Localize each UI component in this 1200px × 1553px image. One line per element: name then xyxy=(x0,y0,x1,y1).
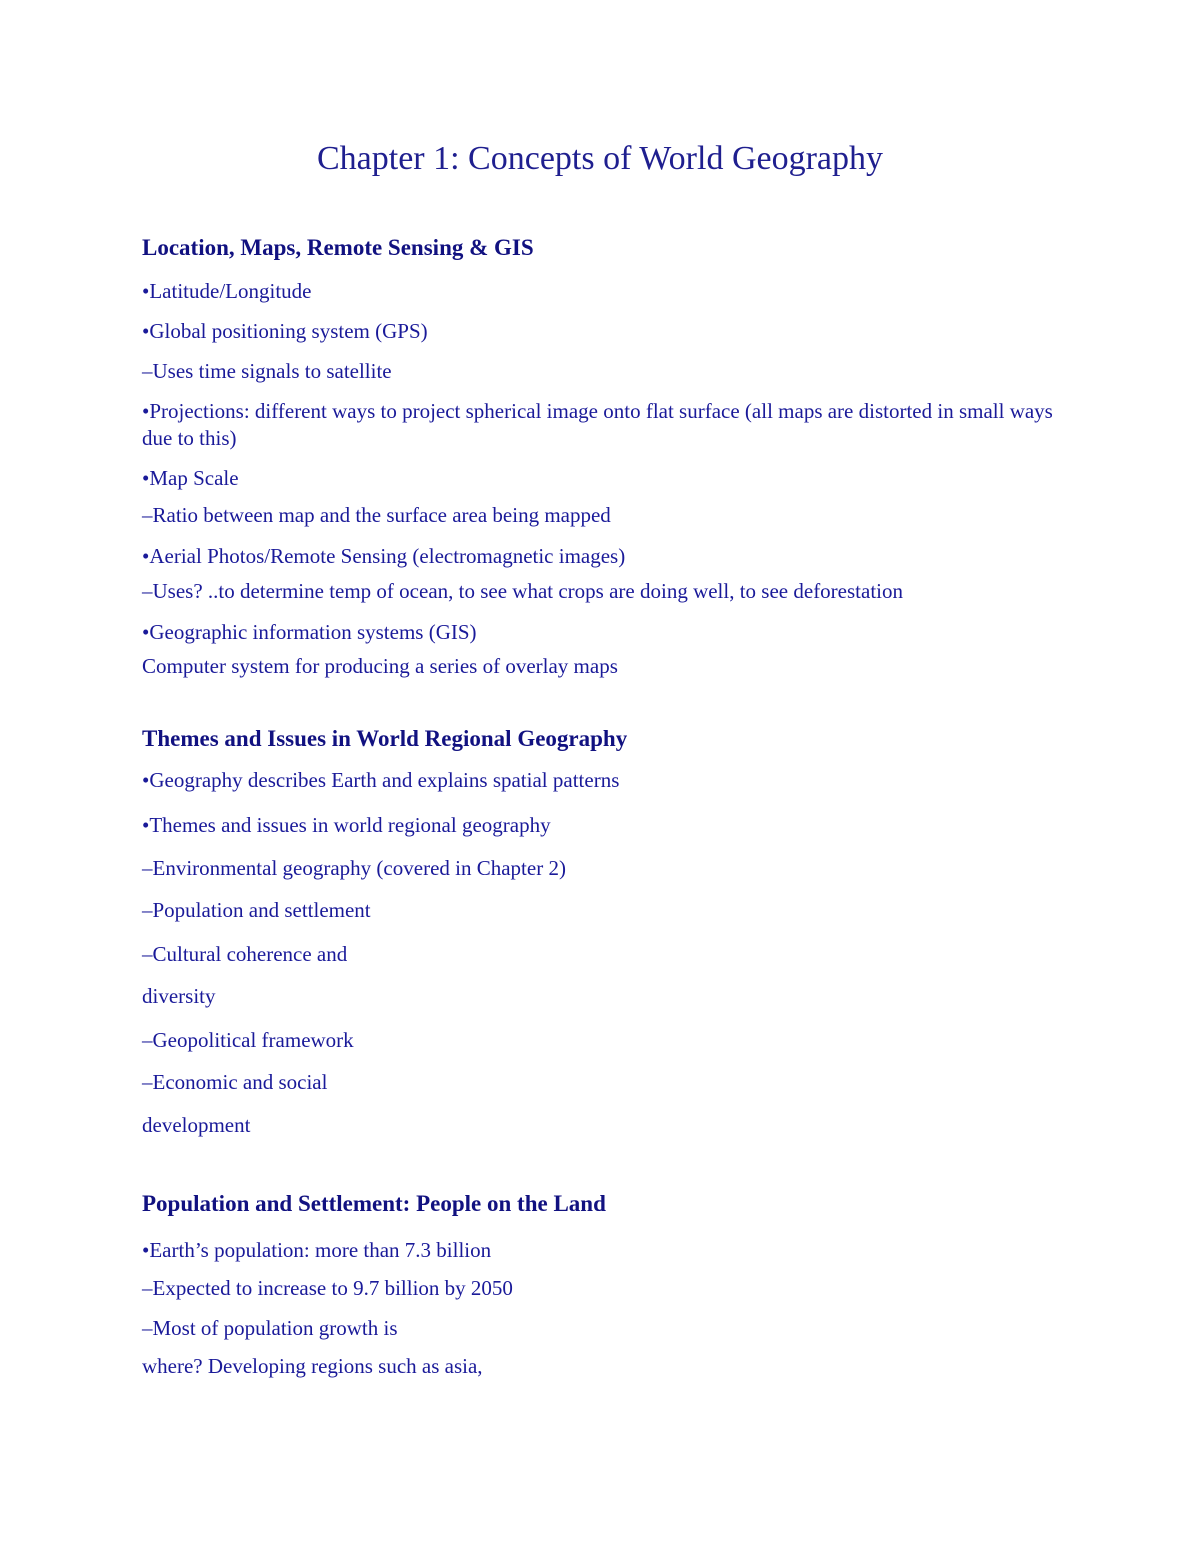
list-item: •Earth’s population: more than 7.3 billion xyxy=(142,1238,492,1262)
list-item: –Geopolitical framework xyxy=(142,1028,354,1052)
list-item: development xyxy=(142,1113,251,1137)
list-item: –Expected to increase to 9.7 billion by 2050 xyxy=(142,1276,513,1300)
list-item: –Cultural coherence and xyxy=(142,942,348,966)
list-item: –Population and settlement xyxy=(142,898,371,922)
list-item: –Uses? ..to determine temp of ocean, to see what crops are doing well, to see deforestation xyxy=(142,579,903,603)
list-item: Computer system for producing a series of overlay maps xyxy=(142,654,618,678)
section-heading-population-settlement: Population and Settlement: People on the Land xyxy=(142,1191,606,1216)
list-item: •Geographic information systems (GIS) xyxy=(142,620,477,644)
list-item: –Environmental geography (covered in Chapter 2) xyxy=(142,856,566,880)
list-item: –Economic and social xyxy=(142,1070,328,1094)
list-item: •Latitude/Longitude xyxy=(142,279,312,303)
page-title: Chapter 1: Concepts of World Geography xyxy=(316,140,883,177)
list-item: •Projections: different ways to project spherical image onto flat surface (all maps are distorted in small ways due to this) xyxy=(142,399,1053,450)
section-heading-themes-issues: Themes and Issues in World Regional Geography xyxy=(142,726,628,751)
list-item: diversity xyxy=(142,984,216,1008)
list-item: •Geography describes Earth and explains spatial patterns xyxy=(142,768,620,792)
list-item: •Map Scale xyxy=(142,466,239,490)
list-item: –Uses time signals to satellite xyxy=(142,359,392,383)
list-item: •Aerial Photos/Remote Sensing (electromagnetic images) xyxy=(142,544,626,568)
list-item: where? Developing regions such as asia, xyxy=(142,1354,483,1378)
list-item: •Global positioning system (GPS) xyxy=(142,319,428,343)
list-item: –Most of population growth is xyxy=(142,1316,398,1340)
list-item: –Ratio between map and the surface area being mapped xyxy=(142,503,611,527)
list-item: •Themes and issues in world regional geography xyxy=(142,813,551,837)
section-heading-location-maps: Location, Maps, Remote Sensing & GIS xyxy=(142,235,534,260)
